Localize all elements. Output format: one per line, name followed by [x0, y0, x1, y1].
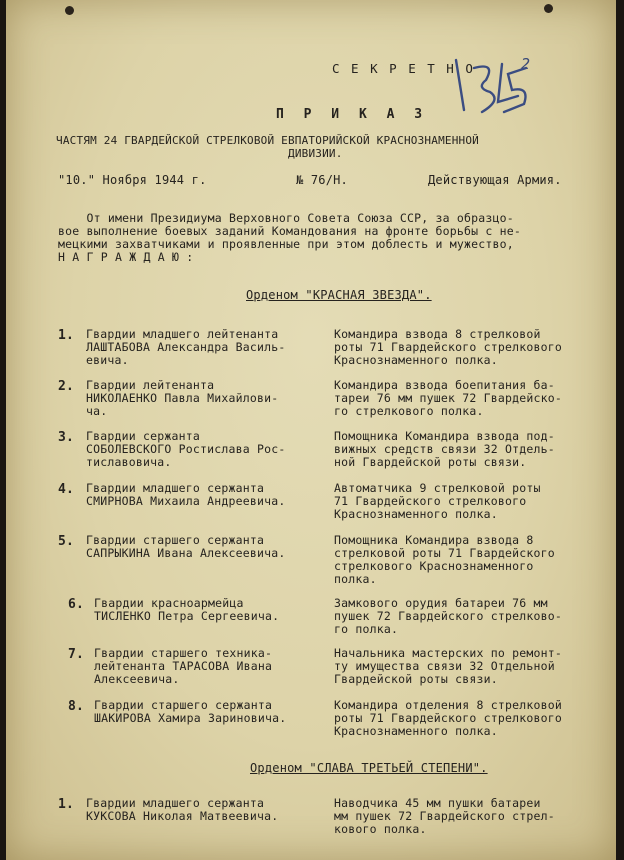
entry-number: 3. [58, 430, 75, 445]
recipient-position: стрелкового Краснознаменного [334, 559, 534, 573]
preamble-line: Н А Г Р А Ж Д А Ю : [58, 250, 194, 264]
recipient-rank: Гвардии красноармейца [94, 596, 244, 610]
section-heading: Орденом "КРАСНАЯ ЗВЕЗДА". [246, 288, 432, 302]
recipient-rank: Гвардии младшего сержанта [86, 481, 265, 495]
recipient-position: вижных средств связи 32 Отдель- [334, 442, 555, 456]
recipient-position: Замкового орудия батареи 76 мм [334, 596, 548, 610]
recipient-name: СОБОЛЕВСКОГО Ростислава Рос- [86, 442, 286, 456]
recipient-rank: Гвардии старшего сержанта [86, 533, 265, 547]
recipient-name: САПРЫКИНА Ивана Алексеевича. [86, 546, 286, 560]
recipient-position: Краснознаменного полка. [334, 353, 498, 367]
recipient-position: Автоматчика 9 стрелковой роты [334, 481, 541, 495]
preamble-line: От имени Президиума Верховного Совета Союза ССР, за образцо- [58, 211, 514, 225]
recipient-rank: Гвардии лейтенанта [86, 378, 215, 392]
recipient-position: роты 71 Гвардейского стрелкового [334, 340, 562, 354]
handwritten-mark: 2 [521, 55, 531, 73]
recipient-position: Гвардейской роты связи. [334, 672, 498, 686]
document-page [6, 0, 616, 860]
recipient-position: роты 71 Гвардейского стрелкового [334, 711, 562, 725]
recipient-position: Командира отделения 8 стрелковой [334, 698, 562, 712]
recipient-position: Краснознаменного полка. [334, 724, 498, 738]
recipient-position: го стрелкового полка. [334, 404, 484, 418]
recipient-position: Командира взвода боепитания ба- [334, 378, 555, 392]
entry-number: 4. [58, 482, 75, 497]
recipient-position: Командира взвода 8 стрелковой [334, 327, 541, 341]
recipient-rank: Гвардии старшего сержанта [94, 698, 273, 712]
recipient-position: ной Гвардейской роты связи. [334, 455, 527, 469]
recipient-position: ту имущества связи 32 Отдельной [334, 659, 555, 673]
recipient-position: мм пушек 72 Гвардейского стрел- [334, 809, 555, 823]
entry-number: 7. [68, 647, 85, 662]
recipient-position: Помощника Командира взвода под- [334, 429, 555, 443]
recipient-name: ТИСЛЕНКО Петра Сергеевича. [94, 609, 280, 623]
recipient-position: Помощника Командира взвода 8 [334, 533, 534, 547]
punch-hole [544, 4, 553, 13]
entry-number: 5. [58, 534, 75, 549]
order-place: Действующая Армия. [428, 173, 562, 187]
recipient-name: ШАКИРОВА Хамира Зариновича. [94, 711, 287, 725]
recipient-position: пушек 72 Гвардейского стрелково- [334, 609, 562, 623]
secret-stamp: С Е К Р Е Т Н О [332, 61, 475, 76]
recipient-rank: Гвардии младшего лейтенанта [86, 327, 279, 341]
document-title: П Р И К А З [276, 107, 429, 122]
recipient-position: 71 Гвардейского стрелкового [334, 494, 527, 508]
punch-hole [65, 6, 74, 15]
recipient-position: кового полка. [334, 822, 427, 836]
entry-number: 1. [58, 328, 75, 343]
recipient-name: ча. [86, 404, 108, 418]
recipient-position: Начальника мастерских по ремонт- [334, 646, 562, 660]
order-date: "10." Ноября 1944 г. [58, 173, 207, 187]
handwritten-number [446, 40, 546, 134]
recipient-name: СМИРНОВА Михаила Андреевича. [86, 494, 286, 508]
entry-number: 8. [68, 699, 85, 714]
recipient-name: тиславовича. [86, 455, 172, 469]
recipient-position: стрелковой роты 71 Гвардейского [334, 546, 555, 560]
recipient-name: КУКСОВА Николая Матвеевича. [86, 809, 279, 823]
title-line-1: ЧАСТЯМ 24 ГВАРДЕЙСКОЙ СТРЕЛКОВОЙ ЕВПАТОРИЙСКОЙ КРАСНОЗНАМЕННОЙ [56, 134, 479, 147]
recipient-rank: Гвардии сержанта [86, 429, 200, 443]
section-heading: Орденом "СЛАВА ТРЕТЬЕЙ СТЕПЕНИ". [250, 761, 488, 775]
recipient-name: НИКОЛАЕНКО Павла Михайлови- [86, 391, 279, 405]
recipient-name: Алексеевича. [94, 672, 180, 686]
order-number: № 76/Н. [296, 173, 348, 187]
recipient-position: го полка. [334, 622, 399, 636]
recipient-name: лейтенанта ТАРАСОВА Ивана [94, 659, 273, 673]
preamble-line: мецкими захватчиками и проявленные при этом доблесть и мужество, [58, 237, 514, 251]
entry-number: 2. [58, 379, 75, 394]
entry-number: 6. [68, 597, 85, 612]
recipient-rank: Гвардии младшего сержанта [86, 796, 265, 810]
recipient-position: тареи 76 мм пушек 72 Гвардейско- [334, 391, 562, 405]
entry-number: 1. [58, 797, 75, 812]
recipient-name: ЛАШТАБОВА Александра Василь- [86, 340, 286, 354]
recipient-position: полка. [334, 572, 377, 586]
recipient-position: Наводчика 45 мм пушки батареи [334, 796, 541, 810]
recipient-name: евича. [86, 353, 129, 367]
recipient-rank: Гвардии старшего техника- [94, 646, 273, 660]
title-line-2: ДИВИЗИИ. [288, 147, 343, 160]
recipient-position: Краснознаменного полка. [334, 507, 498, 521]
preamble-line: вое выполнение боевых заданий Командования на фронте борьбы с не- [58, 224, 522, 238]
